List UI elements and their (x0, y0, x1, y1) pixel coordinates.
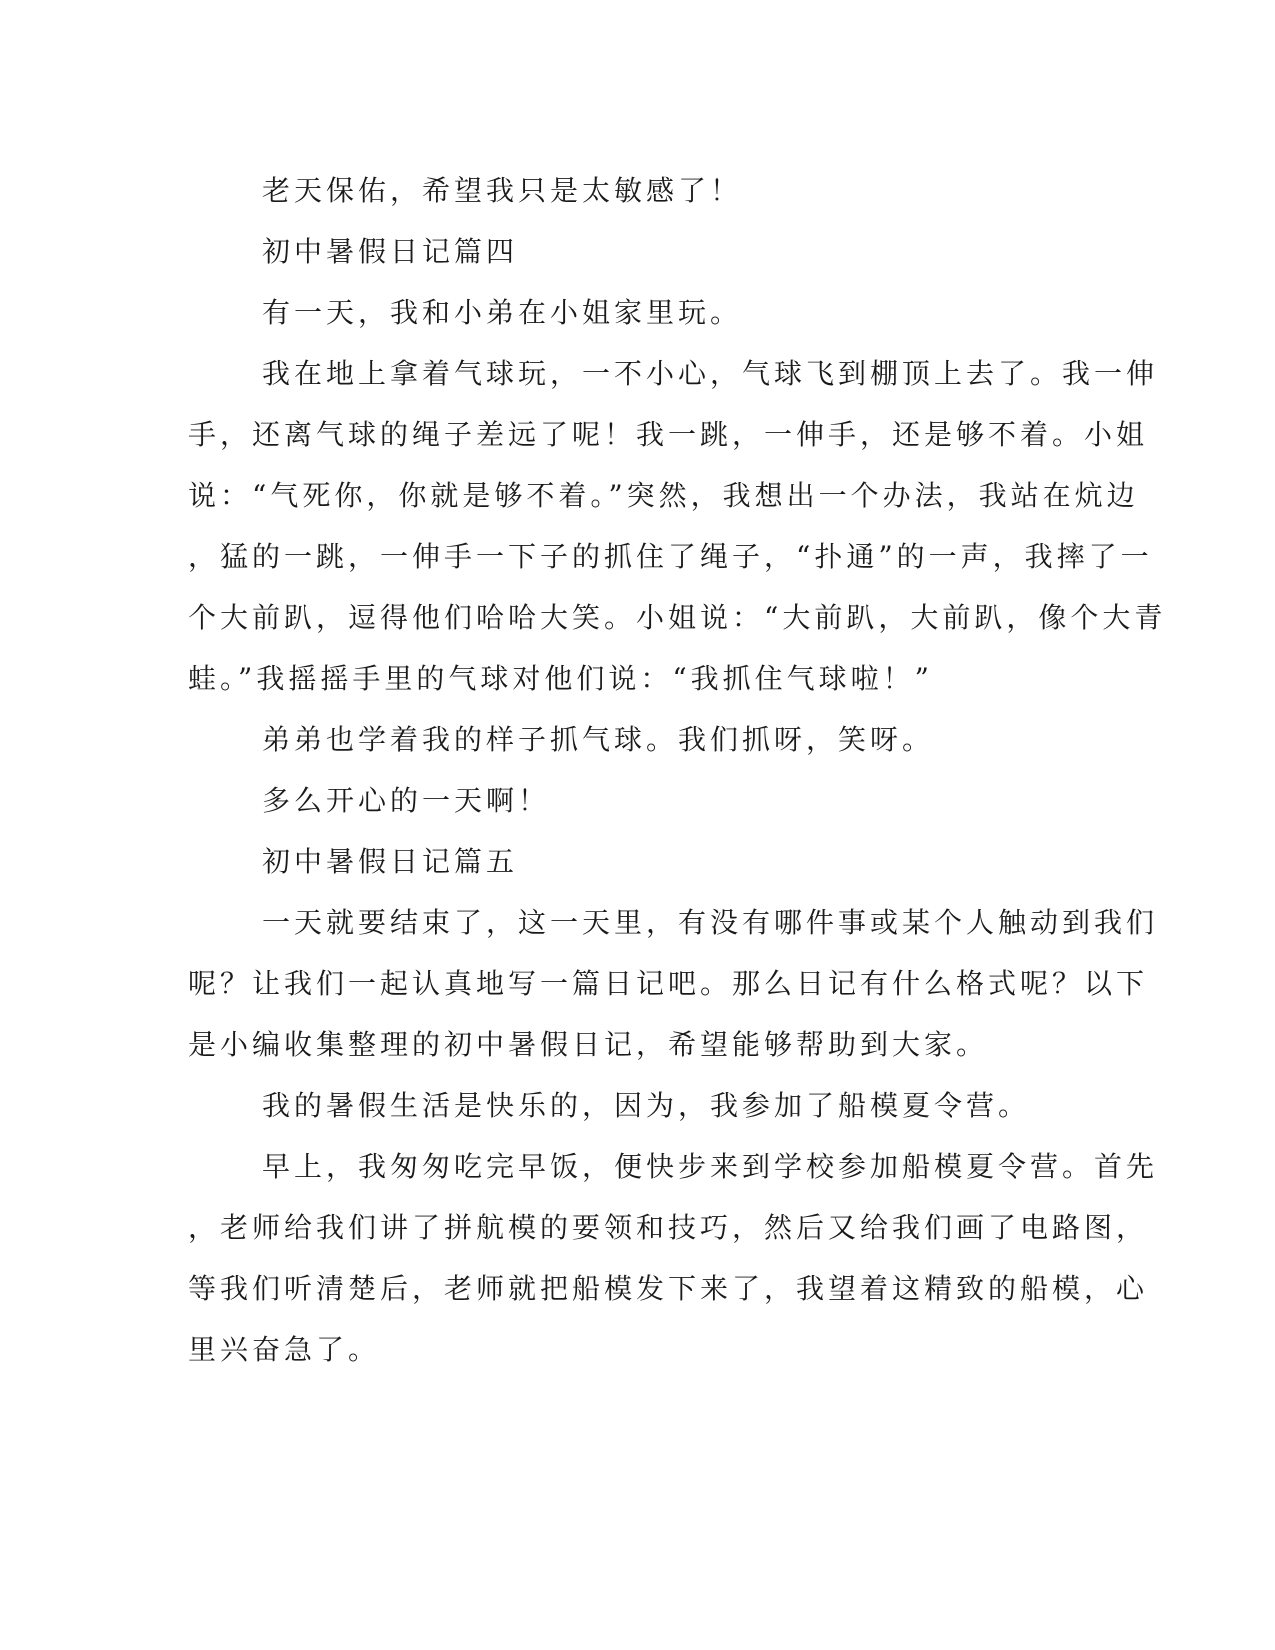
text-line: 我在地上拿着气球玩，一不小心，气球飞到棚顶上去了。我一伸 (262, 357, 1159, 390)
text-line: 个大前趴，逗得他们哈哈大笑。小姐说：“大前趴，大前趴，像个大青 (188, 601, 1167, 634)
text-line: 手，还离气球的绳子差远了呢！我一跳，一伸手，还是够不着。小姐 (188, 418, 1149, 451)
section-heading: 初中暑假日记篇四 (262, 235, 519, 268)
text-line: 等我们听清楚后，老师就把船模发下来了，我望着这精致的船模，心 (188, 1272, 1149, 1305)
document-body (188, 160, 1167, 1380)
text-line: 有一天，我和小弟在小姐家里玩。 (262, 296, 743, 329)
text-line: 蛙。”我摇摇手里的气球对他们说：“我抓住气球啦！” (188, 662, 933, 695)
text-line: 我的暑假生活是快乐的，因为，我参加了船模夏令营。 (262, 1089, 1031, 1122)
text-line: 说：“气死你，你就是够不着。”突然，我想出一个办法，我站在炕边 (188, 479, 1139, 512)
section-heading: 初中暑假日记篇五 (262, 845, 519, 878)
text-line: 早上，我匆匆吃完早饭，便快步来到学校参加船模夏令营。首先 (262, 1150, 1159, 1183)
text-line: 里兴奋急了。 (188, 1333, 381, 1366)
text-line: 一天就要结束了，这一天里，有没有哪件事或某个人触动到我们 (262, 906, 1159, 939)
text-line: 呢？让我们一起认真地写一篇日记吧。那么日记有什么格式呢？以下 (188, 967, 1149, 1000)
text-line: 老天保佑，希望我只是太敏感了！ (262, 174, 743, 207)
text-line: ，猛的一跳，一伸手一下子的抓住了绳子，“扑通”的一声，我摔了一 (188, 540, 1153, 573)
text-line: 是小编收集整理的初中暑假日记，希望能够帮助到大家。 (188, 1028, 989, 1061)
text-line: 弟弟也学着我的样子抓气球。我们抓呀，笑呀。 (262, 723, 935, 756)
text-line: 多么开心的一天啊！ (262, 784, 551, 817)
text-line: ，老师给我们讲了拼航模的要领和技巧，然后又给我们画了电路图， (188, 1211, 1149, 1244)
